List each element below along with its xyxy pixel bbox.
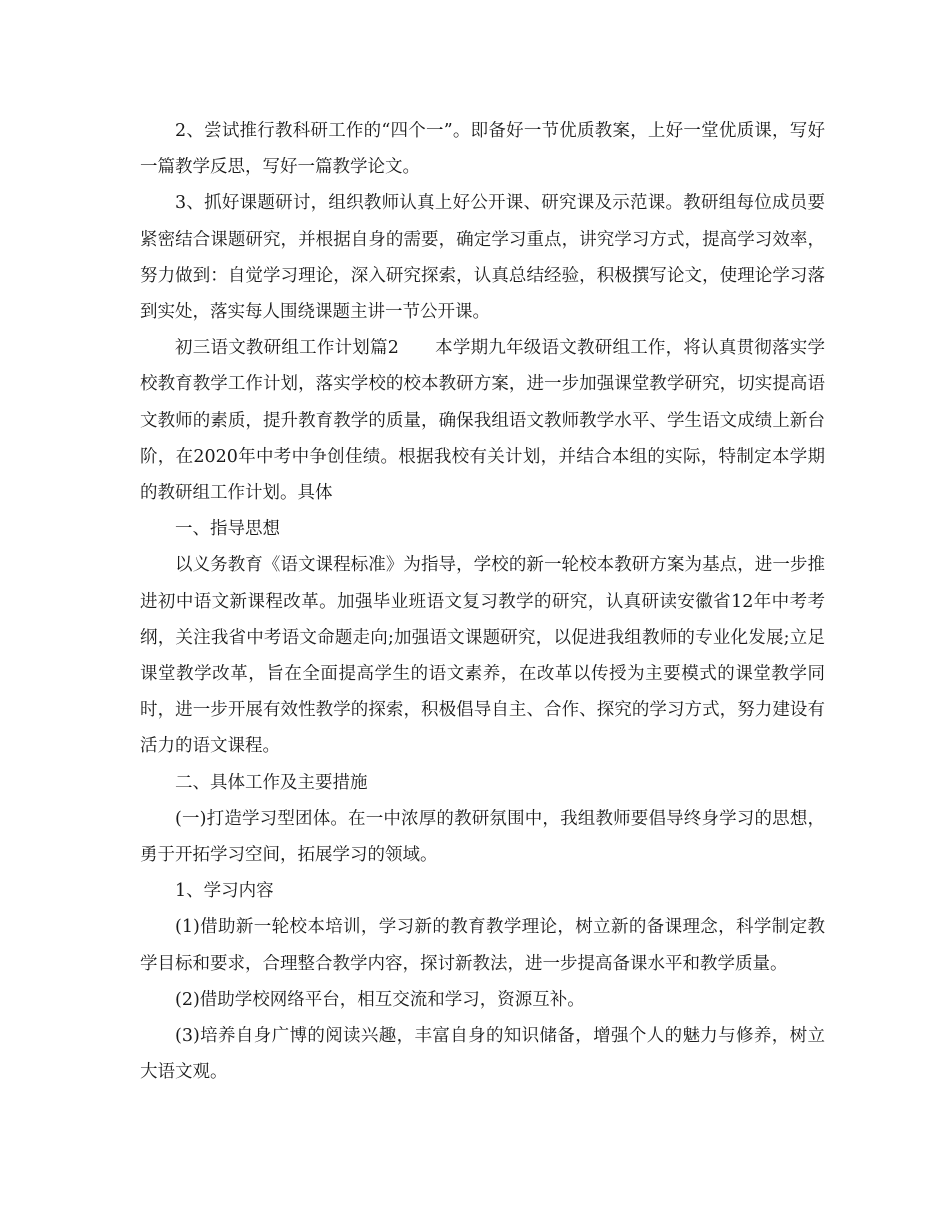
- heading-learning-content: 1、学习内容: [175, 881, 274, 902]
- heading-guiding-thought: 一、指导思想: [175, 519, 280, 540]
- list-item-2: (2)借助学校网络平台，相互交流和学习，资源互补。: [175, 989, 585, 1010]
- document-body: [140, 113, 825, 1090]
- section-intro: 本学期九年级语文教研组工作，将认真贯彻落实学校教育教学工作计划，落实学校的校本教研方案，进一步加强课堂教学研究，切实提高语文教师的素质，提升教育教学的质量，确保我组语文教师教学水平、学生语文成绩上新台阶，在2020年中考中争创佳绩。根据我校有关计划，并结合本组的实际，特制定本学期的教研组工作计划。具体: [140, 338, 826, 504]
- list-item-1: (1)借助新一轮校本培训，学习新的教育教学理论，树立新的备课理念，科学制定教学目标和要求，合理整合教学内容，探讨新教法，进一步提高备课水平和教学质量。: [140, 917, 825, 974]
- paragraph-learning-team: (一)打造学习型团体。在一中浓厚的教研氛围中，我组教师要倡导终身学习的思想，勇于开拓学习空间，拓展学习的领域。: [140, 808, 825, 866]
- heading-specific-work: 二、具体工作及主要措施: [175, 772, 368, 793]
- section-title: 初三语文教研组工作计划篇2: [175, 338, 399, 359]
- paragraph-item-3: 3、抓好课题研讨，组织教师认真上好公开课、研究课及示范课。教研组每位成员要紧密结合课题研究，并根据自身的需要，确定学习重点，讲究学习方式，提高学习效率，努力做到：自觉学习理论，深入研究探索，认真总结经验，积极撰写论文，使理论学习落到实处，落实每人围绕课题主讲一节公开课。: [140, 193, 825, 323]
- list-item-3: (3)培养自身广博的阅读兴趣，丰富自身的知识储备，增强个人的魅力与修养，树立大语文观。: [140, 1026, 825, 1083]
- paragraph-guiding-thought: 以义务教育《语文课程标准》为指导，学校的新一轮校本教研方案为基点，进一步推进初中语文新课程改革。加强毕业班语文复习教学的研究，认真研读安徽省12年中考考纲，关注我省中考语文命题走向;加强语文课题研究，以促进我组教师的专业化发展;立足课堂教学改革，旨在全面提高学生的语文素养，在改革以传授为主要模式的课堂教学同时，进一步开展有效性教学的探索，积极倡导自主、合作、探究的学习方式，努力建设有活力的语文课程。: [140, 555, 825, 757]
- paragraph-item-2: 2、尝试推行教科研工作的“四个一”。即备好一节优质教案，上好一堂优质课，写好一篇教学反思，写好一篇教学论文。: [140, 121, 825, 178]
- section-paragraph: [140, 330, 825, 511]
